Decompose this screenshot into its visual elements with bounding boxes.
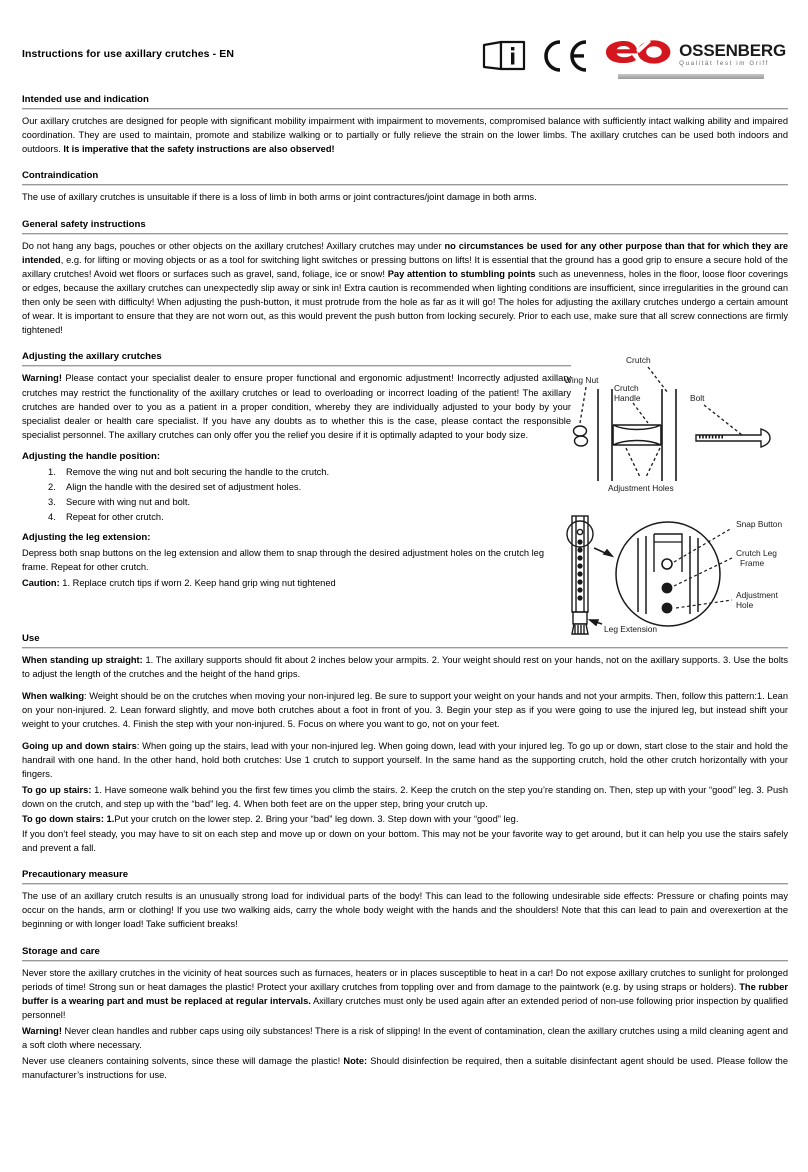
step-text: Remove the wing nut and bolt securing the handle to the crutch. [66, 467, 330, 477]
handle-position-steps [22, 465, 571, 525]
storage-warning-text: Never clean handles and rubber caps using oily substances! There is a risk of slipping! In the event of contamination, clean the axillary crutches using a mild cleaning agent and a soft cloth where necessary. [22, 1026, 788, 1051]
down-stairs-text: Put your crutch on the lower step. 2. Bring your “bad” leg down. 3. Step down with your “good” leg. [114, 813, 519, 824]
section-heading: Adjusting the axillary crutches [22, 351, 162, 363]
figure-label-bolt: Bolt [690, 393, 705, 404]
stairs-paragraph [22, 739, 788, 781]
contraindication-paragraph: The use of axillary crutches is unsuitable if there is a loss of limb in both arms or joint contractures/joint damage in both arms. [22, 192, 537, 203]
safety-text-3: such as unevenness, holes in the floor, loose floor coverings or edges, because the axillary crutches can unexpectedly slip away or sink in! Extra caution is recommended when lighting conditions are insufficient, since irregularities in the ground can then only be seen with difficulty! When adjusting the push-button, it must protrude from the hole as far as it will go! The holes for adjusting the axillary crutches undergo a certain amount of wear. It is important to ensure that they are not worn out, as this would prevent the push button from locking securely. Prior to each use, make sure that all screw connections are firmly tightened! [22, 268, 788, 336]
section-heading: General safety instructions [22, 218, 146, 230]
down-stairs-label: To go down stairs: 1. [22, 813, 115, 824]
safety-emphasis-1: no circumstances be used for any other purpose than that for which they are intended [22, 240, 788, 265]
warning-text: Please contact your specialist dealer to ensure proper functional and ergonomic adjustment! Incorrectly adjusted axillary crutches may restrict the functionality of the axillary crutches or lead to overloading or incorrect loading of the patient! The axillary crutches are handed over to you as a patient in a proper condition, whereby they are individually adjusted to your body by your specialist dealer or health care specialist. If you have any doubts as to whether this is the case, please contact the responsible specialist personnel. The axillary crutches can only offer you the relief you desire if it is optimally adapted to your body size. [22, 373, 571, 440]
storage-text-2: Axillary crutches must only be used again after an extended period of non-use following prior inspection by qualified personnel! [22, 995, 788, 1020]
page-title: Instructions for use axillary crutches - EN [22, 48, 235, 60]
storage-text-4: Should disinfection be required, then a suitable disinfectant agent should be used. Please follow the manufacturer’s instructions for use. [22, 1056, 788, 1081]
section-use [22, 633, 788, 856]
step-number: 1. [48, 467, 56, 477]
walking-paragraph [22, 689, 788, 731]
stairs-label: Going up and down stairs [22, 741, 137, 752]
list-item [22, 480, 571, 495]
down-stairs-paragraph [22, 812, 788, 826]
adjusting-text-column [22, 351, 571, 590]
walking-text: : Weight should be on the crutches when moving your non-injured leg. Be sure to support your weight on your hands and not your armpits. Then, follow this pattern:1. Lean on your non-injured. 2. Lean forward slightly, and move both crutches about a foot in front of you. 3. Begin your step as if you were going to use the injured leg, but instead shift your weight to your crutches. 4. Finish the step with your non-injured. 5. Focus on where you want to go, not on your feet. [22, 690, 788, 730]
figure-label-adjustment-hole-line1: Adjustment [736, 590, 778, 601]
intended-use-paragraph [22, 114, 788, 156]
leg-extension-paragraph: Depress both snap buttons on the leg extension and allow them to snap through the desired adjustment holes on the crutch leg frame. Repeat for other crutch. [22, 548, 544, 573]
section-adjusting-crutches [22, 351, 788, 635]
caution-paragraph [22, 576, 571, 590]
step-text: Repeat for other crutch. [66, 512, 164, 523]
storage-warning-label: Warning! [22, 1026, 62, 1037]
section-precautionary-measure [22, 869, 788, 931]
ce-mark-icon [540, 39, 590, 78]
figure-label-adjustment-holes: Adjustment Holes [608, 483, 674, 494]
section-heading: Precautionary measure [22, 869, 129, 881]
figure-label-leg-extension: Leg Extension [604, 624, 658, 635]
up-stairs-text: 1. Have someone walk behind you the first few times you climb the stairs. 2. Keep the crutch on the step you’re standing on. Then, step up with your “good” leg. 3. Push down on the crutch, and step up with the “bad” leg. 4. When both feet are on the upper step, bring your crutch up. [22, 784, 789, 809]
figure-label-crutch-leg-frame-line2: Frame [740, 558, 765, 569]
section-heading: Intended use and indication [22, 94, 149, 105]
section-divider [22, 184, 788, 186]
section-contraindication [22, 170, 788, 204]
spacer [22, 525, 571, 532]
figure-label-crutch: Crutch [626, 355, 651, 366]
up-stairs-paragraph [22, 783, 788, 811]
logo-underbar [618, 74, 764, 79]
section-general-safety [22, 219, 788, 338]
figure-label-adjustment-hole-line2: Hole [736, 600, 754, 611]
logo-wordmark: OSSENBERG [679, 40, 786, 60]
section-divider [22, 233, 788, 235]
intended-use-emphasis: It is imperative that the safety instructions are also observed! [63, 144, 335, 155]
list-item [22, 510, 571, 525]
warning-label: Warning! [22, 373, 62, 384]
note-label: Note: [343, 1056, 368, 1067]
leg-extension-heading: Adjusting the leg extension: [22, 532, 151, 544]
eo-logo-icon [604, 38, 672, 71]
list-item [22, 495, 571, 510]
storage-text-3: Never use cleaners containing solvents, since these will damage the plastic! [22, 1056, 344, 1067]
general-safety-paragraph [22, 239, 788, 338]
ossenberg-logo [604, 38, 786, 79]
section-divider [22, 883, 788, 885]
stairs-text: : When going up the stairs, lead with your non-injured leg. When going down, lead with your injured leg. To go up or down, start close to the stair and hold the handrail with one hand. In the other hand, hold both crutches: Use 1 crutch to support yourself. In the same hand as the supporting crutch, hold the other crutch horizontally with your fingers. [22, 741, 788, 780]
consult-instructions-for-use-icon [482, 40, 526, 77]
adjusting-warning-paragraph [22, 371, 571, 442]
precautionary-paragraph: The use of an axillary crutch results is an unusually strong load for individual parts of the body! This can lead to the following undesirable side effects: Pressure or chafing points may occur on the hands, arm or clothing! If you use two walking aids, carry the whole body weight with the hands and the shoulders! Note that this can lead to pain and overexertion at the beginning or with longer load! Take sufficient breaks! [22, 891, 788, 930]
caution-text: 1. Replace crutch tips if worn 2. Keep hand grip wing nut tightened [59, 578, 336, 589]
step-text: Secure with wing nut and bolt. [66, 497, 191, 508]
intended-use-text: Our axillary crutches are designed for people with significant mobility impairment with impairment to movements, compromised balance with sufficiently intact walking ability and impaired coordination. They are used to maintain, promote and stabilize walking or to partially or fully relieve the strain on the lower limbs. The axillary crutches can be used both indoors and outdoors. [22, 116, 788, 155]
section-heading: Storage and care [22, 945, 100, 957]
logo-tagline: Qualität fest im Griff [679, 59, 769, 67]
figure-label-snap-button: Snap Button [736, 519, 783, 530]
list-item [22, 465, 571, 480]
section-heading: Contraindication [22, 170, 99, 182]
figure-label-crutch-leg-frame-line1: Crutch Leg [736, 548, 777, 559]
section-divider [22, 647, 788, 649]
figure-label-crutch-handle-line2: Handle [614, 393, 641, 404]
handle-position-heading: Adjusting the handle position: [22, 451, 161, 462]
safety-text-2: , e.g. for lifting or moving objects or as a tool for switching light switches or pressing buttons on lifts! It is essential that the ground has a good grip to ensure a secure hold of the axillary crutches! Avoid wet floors or surfaces such as gravel, sand, foliage, ice or snow! [22, 254, 788, 279]
section-divider [22, 108, 788, 110]
section-storage-and-care [22, 946, 788, 1083]
spacer [22, 444, 571, 451]
leg-extension-adjustment-diagram [546, 512, 788, 645]
crutch-handle-adjustment-diagram [556, 349, 788, 504]
figure-column [556, 349, 788, 645]
section-heading: Use [22, 632, 40, 644]
spacer [22, 732, 788, 739]
caution-label: Caution: [22, 578, 60, 589]
storage-emphasis-1: The rubber buffer is a wearing part and must be replaced at regular intervals. [22, 981, 789, 1006]
figure-label-wing-nut: Wing Nut [564, 375, 599, 386]
step-number: 2. [48, 482, 56, 493]
figure-label-crutch-handle-line1: Crutch [614, 383, 639, 394]
walking-label: When walking [22, 690, 85, 701]
safety-emphasis-2: Pay attention to stumbling points [387, 268, 536, 279]
safety-text-1: Do not hang any bags, pouches or other objects on the axillary crutches! Axillary crutches may under [22, 240, 445, 251]
storage-paragraph [22, 966, 788, 1023]
standing-text: 1. The axillary supports should fit about 2 inches below your armpits. 2. Your weight should rest on your hands, not on the axillary supports. 3. Use the bolts to adjust the length of the crutches and the height of the hand grips. [22, 654, 788, 679]
section-divider [22, 365, 571, 367]
standing-paragraph [22, 653, 788, 681]
standing-label: When standing up straight: [22, 654, 143, 665]
stairs-closing-paragraph: If you don’t feel steady, you may have to sit on each step and move up or down on your bottom. This may not be your favorite way to get around, but it can help you use the stairs safely and prevent a fall. [22, 828, 788, 854]
section-intended-use [22, 94, 788, 156]
storage-note-paragraph [22, 1054, 788, 1082]
up-stairs-label: To go up stairs: [22, 784, 92, 795]
step-text: Align the handle with the desired set of adjustment holes. [66, 482, 302, 493]
spacer [22, 682, 788, 689]
document-header [22, 38, 788, 80]
step-number: 3. [48, 497, 56, 508]
storage-warning-paragraph [22, 1024, 788, 1052]
compliance-marks [482, 38, 788, 79]
step-number: 4. [48, 512, 56, 523]
section-divider [22, 960, 788, 962]
storage-text-1: Never store the axillary crutches in the vicinity of heat sources such as furnaces, heaters or in places susceptible to heat in a car! Do not expose axillary crutches to sunlight for prolonged periods of time! Strong sun or heat damages the plastic! Protect your axillary crutches from toppling over and from damage to the paintwork (e.g. by using straps or holders). [22, 967, 788, 992]
